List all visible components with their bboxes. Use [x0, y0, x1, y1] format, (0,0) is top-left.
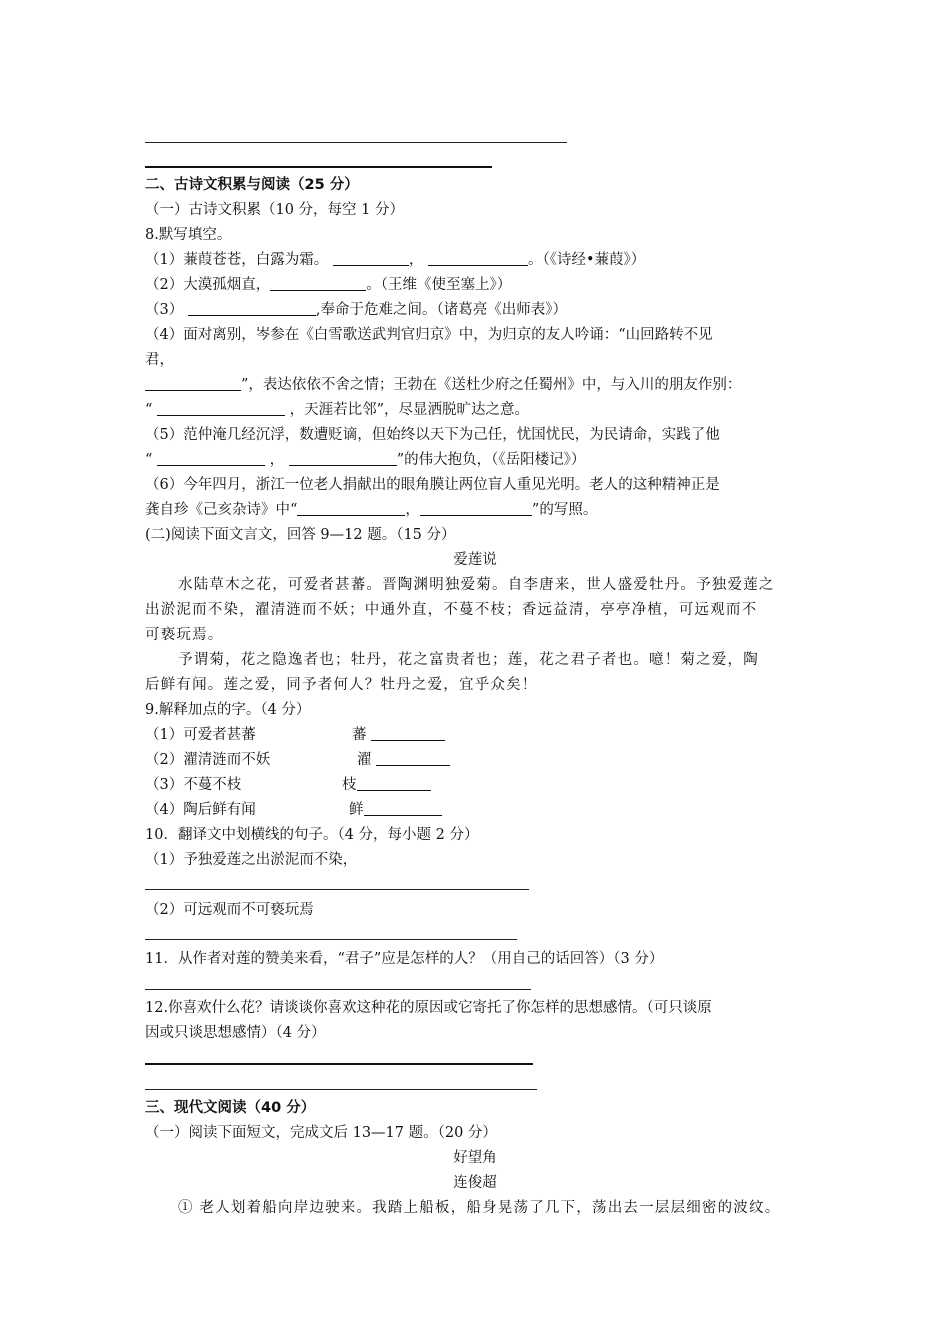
text: 龚自珍《己亥杂诗》中“	[145, 502, 298, 518]
fill-blank[interactable]	[289, 451, 397, 466]
answer-line[interactable]	[145, 1089, 537, 1090]
passage-line: 予谓菊，花之隐逸者也；牡丹，花之富贵者也；莲，花之君子者也。噫！菊之爱，陶	[178, 652, 759, 668]
question-8-3	[145, 299, 567, 321]
section-title: 二、古诗文积累与阅读（25 分）	[145, 177, 359, 193]
story-paragraph: ① 老人划着船向岸边驶来。我踏上船板，船身晃荡了几下，荡出去一层层细密的波纹。	[178, 1200, 781, 1216]
text: ”，表达依依不舍之情；王勃在《送杜少府之任蜀州》中，与入川的朋友作别：	[241, 377, 742, 393]
question-8-4	[145, 374, 741, 396]
question-9-2-answer	[357, 749, 450, 771]
text: ”的写照。	[531, 502, 598, 518]
question-8-4	[145, 399, 529, 421]
passage-title: 爱莲说	[453, 552, 497, 568]
fill-blank[interactable]	[364, 801, 442, 816]
key-char: 蕃	[352, 727, 367, 743]
question-8-6: （6）今年四月，浙江一位老人捐献出的眼角膜让两位盲人重见光明。老人的这种精神正是	[145, 477, 720, 493]
fill-blank[interactable]	[428, 251, 528, 266]
answer-line[interactable]	[145, 889, 529, 890]
text: “	[145, 402, 153, 418]
question-8-5	[145, 449, 585, 471]
answer-line[interactable]	[145, 1063, 533, 1065]
fill-blank[interactable]	[145, 376, 241, 391]
question-8-4: （4）面对离别，岑参在《白雪歌送武判官归京》中，为归京的友人吟诵：“山回路转不见	[145, 327, 713, 343]
answer-line	[145, 166, 492, 168]
key-char: 濯	[357, 752, 372, 768]
text: 。（《诗经•蒹葭》）	[527, 252, 646, 268]
text: “	[145, 452, 153, 468]
fill-blank[interactable]	[333, 251, 409, 266]
question-10-2: （2）可远观而不可亵玩焉	[145, 902, 314, 918]
story-author: 连俊超	[453, 1175, 497, 1191]
key-char: 枝	[342, 777, 357, 793]
answer-line[interactable]	[145, 989, 531, 990]
section-title: 三、现代文阅读（40 分）	[145, 1100, 316, 1116]
fill-blank[interactable]	[157, 401, 285, 416]
question-10: 10．翻译文中划横线的句子。（4 分，每小题 2 分）	[145, 827, 479, 843]
question-9-1: （1）可爱者甚蕃	[145, 727, 256, 743]
fill-blank[interactable]	[376, 751, 450, 766]
subsection-title: （一）古诗文积累（10 分，每空 1 分）	[145, 202, 405, 218]
text: （3）	[145, 302, 184, 318]
subsection-title: （一）阅读下面短文，完成文后 13—17 题。（20 分）	[145, 1125, 497, 1141]
fill-blank[interactable]	[357, 776, 431, 791]
text: ，	[269, 452, 285, 468]
question-9-3-answer	[342, 774, 431, 796]
story-title: 好望角	[453, 1150, 497, 1166]
question-9-4: （4）陶后鲜有闻	[145, 802, 256, 818]
passage-line: 后鲜有闻。莲之爱，同予者何人？牡丹之爱，宜乎众矣！	[145, 677, 538, 693]
text: ,奉命于危难之间。（诸葛亮《出师表》）	[315, 302, 567, 318]
key-char: 鲜	[349, 802, 364, 818]
question-8-5: （5）范仲淹几经沉浮，数遭贬谪，但始终以天下为己任，忧国忧民，为民请命，实践了他	[145, 427, 720, 443]
subsection-title: (二)阅读下面文言文，回答 9—12 题。（15 分）	[145, 527, 456, 543]
answer-line	[145, 142, 567, 143]
fill-blank[interactable]	[371, 726, 445, 741]
question-12: 12.你喜欢什么花？请谈谈你喜欢这种花的原因或它寄托了你怎样的思想感情。（可只谈原	[145, 1000, 712, 1016]
text: ，天涯若比邻”，尽显洒脱旷达之意。	[289, 402, 530, 418]
fill-blank[interactable]	[270, 276, 366, 291]
question-10-1: （1）予独爱莲之出淤泥而不染，	[145, 852, 358, 868]
text: ”的伟大抱负，（《岳阳楼记》）	[396, 452, 586, 468]
question-11: 11．从作者对莲的赞美来看，“君子”应是怎样的人？（用自己的话回答）（3 分）	[145, 951, 664, 967]
question-9-3: （3）不蔓不枝	[145, 777, 242, 793]
question-12: 因或只谈思想感情）（4 分）	[145, 1025, 326, 1041]
text: （1）蒹葭苍苍，白露为霜。	[145, 252, 329, 268]
fill-blank[interactable]	[420, 501, 532, 516]
question-8: 8.默写填空。	[145, 227, 232, 243]
text: （2）大漠孤烟直，	[145, 277, 271, 293]
text: 。（王维《使至塞上》）	[366, 277, 512, 293]
question-9: 9.解释加点的字。（4 分）	[145, 702, 311, 718]
question-8-1	[145, 249, 645, 271]
text: ，	[405, 502, 420, 518]
passage-line: 可亵玩焉。	[145, 627, 224, 643]
fill-blank[interactable]	[188, 301, 316, 316]
question-8-4: 君，	[145, 352, 174, 368]
text: ，	[408, 252, 424, 268]
question-8-2	[145, 274, 511, 296]
question-8-6	[145, 499, 597, 521]
passage-line: 出淤泥而不染，濯清涟而不妖；中通外直，不蔓不枝；香远益清，亭亭净植，可远观而不	[145, 602, 758, 618]
question-9-4-answer	[349, 799, 442, 821]
fill-blank[interactable]	[297, 501, 405, 516]
passage-line: 水陆草木之花，可爱者甚蕃。晋陶渊明独爱菊。自李唐来，世人盛爱牡丹。予独爱莲之	[178, 577, 775, 593]
question-9-2: （2）濯清涟而不妖	[145, 752, 271, 768]
answer-line[interactable]	[145, 939, 517, 940]
fill-blank[interactable]	[157, 451, 265, 466]
question-9-1-answer	[352, 724, 445, 746]
